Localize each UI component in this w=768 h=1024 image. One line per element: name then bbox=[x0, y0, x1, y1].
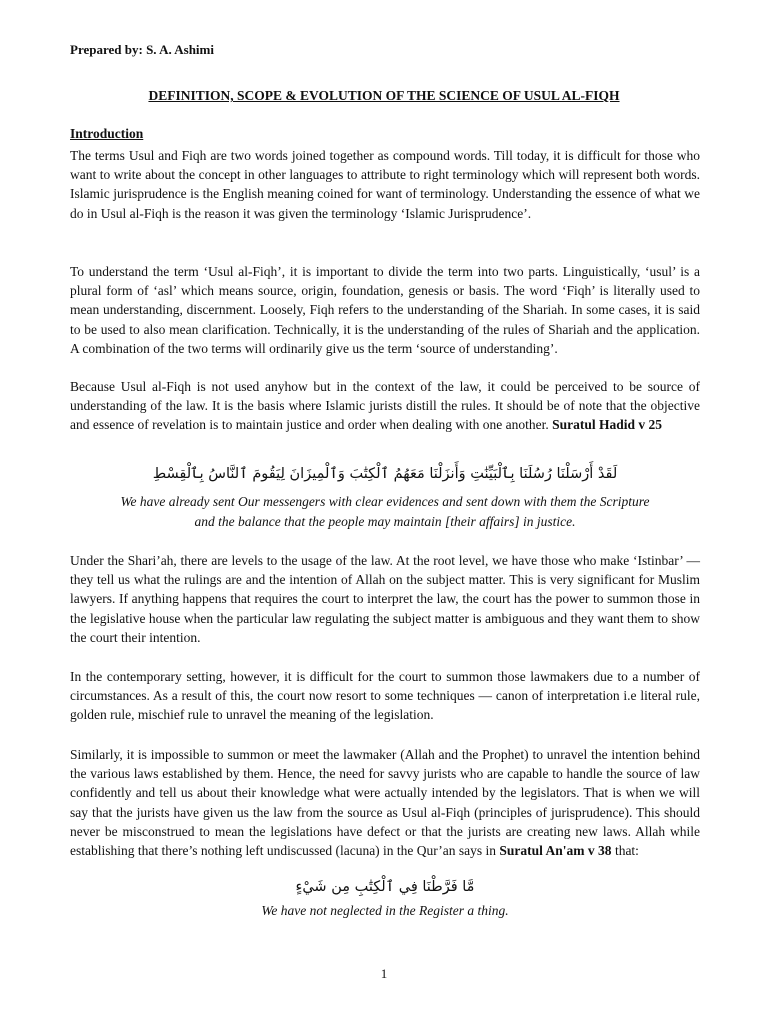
paragraph-3-text: Because Usul al-Fiqh is not used anyhow but in the context of the law, it could be perceived to be source of understanding of the law. It is the basis where Islamic jurists distill the rules. It should be of note that the objective and essence of revelation is to maintain justice and order when dealing with one another. bbox=[70, 379, 700, 433]
paragraph-1: The terms Usul and Fiqh are two words joined together as compound words. Till today, it is difficult for those who want to write about the concept in other languages to attribute to right terminology which will represent both words. Islamic jurisprudence is the English meaning coined for want of terminology. Understanding the essence of what we do in Usul al-Fiqh is the reason it was given the terminology ‘Islamic Jurisprudence’. bbox=[70, 148, 700, 221]
paragraph-2: To understand the term ‘Usul al-Fiqh’, it is important to divide the term into two parts. Linguistically, ‘usul’ is a plural form of ‘asl’ which means source, origin, foundation, genesis or basis. The word ‘Fiqh’ is literally used to mean understanding, discernment. Loosely, Fiqh refers to the understanding of the Shariah. In some cases, it is said to be used to also mean clarification. Technically, it is the understanding of the rules of Shariah and the application. A combination of the two terms will ordinarily give us the term ‘source of understanding’. bbox=[70, 264, 700, 356]
arabic-verse-2: مَّا فَرَّطْنَا فِي ٱلْكِتَٰبِ مِن شَيْءٍ bbox=[295, 879, 475, 895]
translation-2: We have not neglected in the Register a thing. bbox=[261, 903, 509, 918]
reference-suratul-hadid: Suratul Hadid v 25 bbox=[552, 417, 663, 433]
paragraph-5: In the contemporary setting, however, it is difficult for the court to summon those lawmakers due to a number of circumstances. As a result of this, the court now resort to some techniques — canon of interpretation i.e literal rule, golden rule, mischief rule to unravel the meaning of the legislation. bbox=[70, 669, 700, 723]
translation-1-line-1: We have already sent Our messengers with clear evidences and sent down with them the Scripture bbox=[120, 494, 650, 509]
document-title: DEFINITION, SCOPE & EVOLUTION OF THE SCIENCE OF USUL AL-FIQH bbox=[148, 88, 620, 103]
author-line: Prepared by: S. A. Ashimi bbox=[70, 42, 214, 57]
paragraph-6-end: that: bbox=[614, 843, 639, 859]
arabic-verse-1: لَقَدْ أَرْسَلْنَا رُسُلَنَا بِٱلْبَيِّنَٰتِ وَأَنزَلْنَا مَعَهُمُ ٱلْكِتَٰبَ وَٱلْمِيزَانَ لِيَقُومَ ٱلنَّاسُ بِٱلْقِسْطِ bbox=[152, 466, 618, 482]
paragraph-6-text: Similarly, it is impossible to summon or meet the lawmaker (Allah and the Prophet) to unravel the intention behind the various laws established by them. Hence, the need for savvy jurists who are capable to handle the source of law confidently and tell us about their knowledge what were actually intended by the legislators. That is when we will say that the jurists have given us the law from the source as Usul al-Fiqh (principles of jurisprudence). This should never be misconstrued to mean the legislations have defect or that the jurists are creating new laws. Allah while establishing that there’s nothing left undiscussed (lacuna) in the Qur’an says in bbox=[70, 747, 700, 859]
page-number: 1 bbox=[380, 966, 388, 981]
paragraph-6 bbox=[70, 745, 700, 860]
section-heading-introduction: Introduction bbox=[70, 126, 144, 141]
reference-suratul-anam: Suratul An'am v 38 bbox=[499, 843, 612, 859]
translation-1-line-2: and the balance that the people may maintain [their affairs] in justice. bbox=[194, 513, 576, 529]
translation-1 bbox=[70, 492, 700, 531]
paragraph-3 bbox=[70, 377, 700, 435]
paragraph-4: Under the Shari’ah, there are levels to the usage of the law. At the root level, we have those who make ‘Istinbar’ — they tell us what the rulings are and the intention of Allah on the subject matter. This is very significant for Muslim lawyers. If anything happens that requires the court to interpret the law, the court has the power to summon those in the legislative house when the particular law regulating the subject matter is ambiguous and they want them to show the court their intention. bbox=[70, 553, 700, 645]
